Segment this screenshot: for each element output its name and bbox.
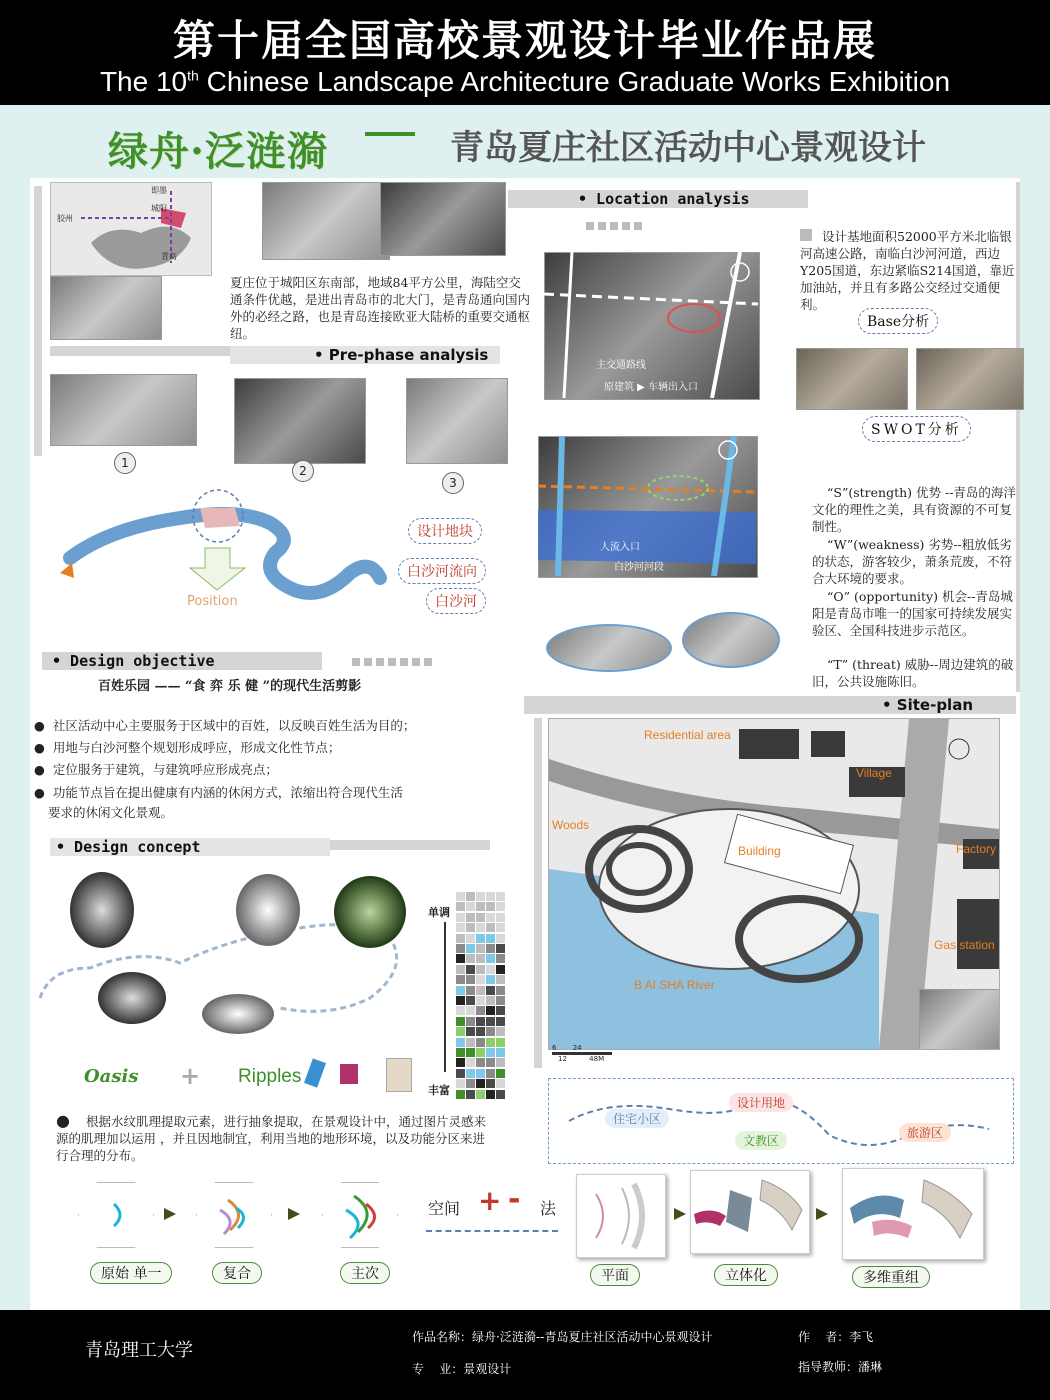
photo-number-1: 1 — [114, 452, 136, 474]
texture-grid-cell — [466, 1027, 475, 1036]
texture-grid-cell — [456, 996, 465, 1005]
texture-grid-cell — [486, 1027, 495, 1036]
swot-s: “S”(strength) 优势 --青岛的海洋文化的理性之美，具有资源的不可复制性。 — [812, 485, 1016, 534]
texture-grid-cell — [456, 1058, 465, 1067]
concept-title: • Design concept — [56, 838, 201, 856]
texture-grid-cell — [466, 934, 475, 943]
texture-grid-cell — [496, 1069, 505, 1078]
texture-grid-cell — [476, 1006, 485, 1015]
objective-bullet-4-cont: 要求的休闲文化景观。 — [48, 805, 174, 820]
location-title: • Location analysis — [578, 190, 750, 208]
location-photo-oval-2 — [682, 612, 780, 668]
ripple-shape-beige — [386, 1058, 412, 1092]
texture-grid-cell — [496, 986, 505, 995]
scale-arrow — [444, 922, 446, 1072]
texture-grid-cell — [496, 1038, 505, 1047]
zone-design-site: 设计用地 — [729, 1093, 793, 1112]
pre-phase-title: • Pre-phase analysis — [314, 346, 489, 364]
footer-major — [412, 1360, 511, 1377]
swot-t: “T” (threat) 威胁--周边建筑的破旧，公共设施陈旧。 — [812, 657, 1014, 689]
evo-label-multi: 多维重组 — [852, 1266, 930, 1288]
texture-grid-cell — [466, 975, 475, 984]
objective-title: • Design objective — [52, 652, 215, 670]
location-photo-oval-1 — [546, 624, 672, 672]
evo-multi-shapes — [842, 1168, 982, 1258]
concept-ripples-diagram — [30, 868, 440, 1048]
texture-grid-cell — [486, 1038, 495, 1047]
location-map-1-overlay — [544, 252, 758, 398]
space-label-b: 法 — [540, 1199, 557, 1218]
texture-grid-cell — [466, 1069, 475, 1078]
scale-48m: 48M — [589, 1055, 605, 1063]
texture-grid-cell — [486, 1048, 495, 1057]
texture-grid-cell — [476, 1017, 485, 1026]
map1-label-road: 主交通路线 — [596, 360, 646, 371]
swot-w: “W”(weakness) 劣势--粗放低劣的状态，游客较少，萧条荒废，不符合大环境的要求。 — [812, 537, 1013, 586]
texture-grid-cell — [456, 1048, 465, 1057]
base-analysis-tag: Base分析 — [858, 308, 938, 334]
texture-grid-cell — [456, 892, 465, 901]
objective-bullet-4: ● 功能节点旨在提出健康有内涵的休闲方式，浓缩出符合现代生活 — [34, 783, 403, 801]
location-map-2-overlay — [538, 436, 756, 576]
texture-grid-cell — [466, 1058, 475, 1067]
objective-bullet-1: ● 社区活动中心主要服务于区域中的百姓，以反映百姓生活为目的； — [34, 716, 415, 734]
texture-grid-cell — [456, 902, 465, 911]
location-dots — [586, 222, 646, 230]
site-label-gas: Gas station — [934, 938, 995, 952]
scale-bar — [552, 1044, 612, 1063]
texture-grid-cell — [476, 1069, 485, 1078]
footer-advisor — [798, 1358, 882, 1375]
texture-grid-cell — [486, 954, 495, 963]
texture-grid-cell — [466, 954, 475, 963]
texture-grid-cell — [476, 1048, 485, 1057]
map-label-jiaozhou: 胶州 — [57, 214, 73, 223]
footer — [0, 1310, 1050, 1400]
beach-photo — [262, 182, 390, 260]
swot-analysis-tag: SWOT分析 — [862, 416, 971, 442]
zone-residential: 住宅小区 — [605, 1109, 669, 1128]
texture-grid-cell — [466, 913, 475, 922]
texture-grid-cell — [476, 954, 485, 963]
oasis-label: Oasis — [84, 1066, 139, 1087]
texture-grid-cell — [496, 996, 505, 1005]
site-label-building: Building — [738, 844, 781, 858]
footer-work-name: 绿舟·泛涟漪--青岛夏庄社区活动中心景观设计 — [472, 1330, 713, 1344]
texture-grid-cell — [466, 996, 475, 1005]
texture-grid-cell — [466, 1017, 475, 1026]
texture-grid-cell — [466, 965, 475, 974]
ripple-shape-magenta — [340, 1064, 358, 1084]
objective-bullet-3: ● 定位服务于建筑，与建筑呼应形成亮点； — [34, 760, 278, 778]
texture-grid-cell — [456, 1006, 465, 1015]
texture-grid-cell — [496, 1027, 505, 1036]
zone-education: 文教区 — [735, 1131, 787, 1150]
space-label-a: 空间 — [428, 1199, 461, 1218]
exhibition-header — [0, 0, 1050, 105]
texture-grid-cell — [476, 902, 485, 911]
texture-grid-cell — [496, 944, 505, 953]
scale-24: 24 — [572, 1044, 582, 1052]
evo-label-plan: 平面 — [590, 1264, 640, 1286]
texture-grid-cell — [456, 934, 465, 943]
location-text-square — [800, 229, 812, 241]
footer-author — [798, 1328, 873, 1345]
texture-grid-cell — [456, 975, 465, 984]
map-label-jimo: 即墨 — [151, 186, 167, 195]
texture-grid-cell — [476, 1038, 485, 1047]
texture-grid-cell — [466, 986, 475, 995]
texture-grid-cell — [476, 892, 485, 901]
location-text — [800, 228, 1022, 313]
concept-text — [56, 1112, 496, 1164]
texture-grid-cell — [476, 1027, 485, 1036]
concept-text-content: 根据水纹肌理提取元素，进行抽象提取，在景观设计中，通过图片灵感来源的肌理加以运用 ，并且因地制宜，利用当地的地形环境，以及功能分区来进行合理的分布。 — [56, 1114, 486, 1163]
texture-grid-cell — [496, 923, 505, 932]
texture-grid-cell — [486, 934, 495, 943]
evo-3d-shapes — [690, 1170, 808, 1252]
evo-arrow-1 — [674, 1208, 686, 1220]
step-label-3: 主次 — [340, 1262, 390, 1284]
base-photo-1 — [796, 348, 908, 410]
texture-grid-cell — [466, 902, 475, 911]
scale-bottom-label: 丰富 — [428, 1084, 450, 1097]
footer-work-label: 作品名称： — [412, 1330, 473, 1344]
position-label: Position — [187, 594, 238, 609]
texture-grid-cell — [496, 902, 505, 911]
objective-bullet-2: ● 用地与白沙河整个规划形成呼应，形成文化性节点； — [34, 738, 340, 756]
texture-grid-cell — [466, 1038, 475, 1047]
texture-grid-cell — [456, 954, 465, 963]
texture-grid-cell — [466, 892, 475, 901]
texture-grid-cell — [486, 1017, 495, 1026]
texture-grid-cell — [476, 996, 485, 1005]
texture-grid-cell — [496, 913, 505, 922]
texture-grid-cell — [496, 965, 505, 974]
texture-grid-cell — [456, 1017, 465, 1026]
texture-grid-cell — [496, 1079, 505, 1088]
step-arrow-2 — [288, 1208, 300, 1220]
map-label-qingdao: 青岛 — [161, 252, 177, 261]
texture-grid-cell — [456, 944, 465, 953]
site-plan-inset — [919, 989, 1000, 1050]
location-text-content: 设计基地面积52000平方米北临银河高速公路，南临白沙河河道，西边Y205国道，东边紧临S214国道，靠近加油站，并且有多路公交经过交通便利。 — [800, 229, 1015, 312]
texture-grid-cell — [486, 902, 495, 911]
texture-grid-cell — [456, 1038, 465, 1047]
objective-dots — [352, 658, 432, 666]
footer-work — [412, 1328, 713, 1345]
texture-grid-cell — [486, 913, 495, 922]
project-title-bar — [30, 112, 1020, 178]
base-photo-2 — [916, 348, 1024, 410]
texture-grid-cell — [486, 1069, 495, 1078]
texture-grid-cell — [456, 913, 465, 922]
evo-label-3d: 立体化 — [714, 1264, 778, 1286]
footer-advisor-value: 潘琳 — [858, 1360, 883, 1374]
texture-grid-cell — [486, 965, 495, 974]
scale-12: 12 — [558, 1055, 567, 1063]
concept-bullet-dot: ● — [56, 1111, 70, 1130]
texture-grid-cell — [456, 986, 465, 995]
texture-grid-cell — [496, 1048, 505, 1057]
evo-plan-arcs — [576, 1174, 664, 1256]
building-photo — [380, 182, 506, 256]
plus-sign: + — [180, 1062, 201, 1090]
footer-author-label: 作 者： — [798, 1330, 850, 1344]
texture-grid-cell — [466, 923, 475, 932]
footer-university: 青岛理工大学 — [85, 1340, 193, 1361]
texture-grid-cell — [456, 923, 465, 932]
swot-o: “O” (opportunity) 机会--青岛城阳是青岛市唯一的国家可持续发展实验区、全国科技进步示范区。 — [812, 589, 1013, 638]
map1-label-entrance: 原建筑 ▶ 车辆出入口 — [604, 382, 699, 393]
tag-design-site: 设计地块 — [408, 518, 482, 544]
texture-grid-cell — [496, 954, 505, 963]
texture-grid-cell — [476, 986, 485, 995]
scale-top-label: 单调 — [428, 906, 450, 919]
footer-author-value: 李飞 — [849, 1330, 874, 1344]
evo-arrow-2 — [816, 1208, 828, 1220]
project-title-green: 绿舟·泛涟漪 — [108, 128, 328, 175]
pre-photo-2 — [234, 378, 366, 464]
site-label-factory: Factory — [956, 842, 997, 856]
texture-grid-cell — [486, 944, 495, 953]
step-arcs — [78, 1182, 408, 1248]
space-minus: - — [508, 1182, 521, 1217]
project-title-gray: 青岛夏庄社区活动中心景观设计 — [450, 128, 926, 168]
footer-advisor-label: 指导教师： — [798, 1360, 859, 1374]
objective-subtitle: 百姓乐园 —— “食 弈 乐 健 ”的现代生活剪影 — [98, 679, 362, 694]
texture-grid-cell — [486, 975, 495, 984]
photo-number-3: 3 — [442, 472, 464, 494]
texture-grid-cell — [486, 923, 495, 932]
map2-label-entrance: 人流入口 — [600, 542, 640, 553]
step-label-1: 原始 单一 — [90, 1262, 172, 1284]
texture-grid-cell — [486, 1090, 495, 1099]
texture-grid-cell — [496, 892, 505, 901]
pre-photo-3 — [406, 378, 508, 464]
texture-grid-cell — [456, 1079, 465, 1088]
map-label-chengyang: 城阳 — [151, 204, 167, 213]
tag-baisha-river: 白沙河 — [426, 588, 486, 614]
texture-grid-cell — [456, 1069, 465, 1078]
site-label-residential: Residential area — [644, 728, 731, 742]
texture-grid-cell — [476, 965, 485, 974]
siteplan-left-bar — [534, 718, 542, 1068]
pre-photo-1 — [50, 374, 197, 446]
photo-number-2: 2 — [292, 460, 314, 482]
texture-grid-cell — [486, 996, 495, 1005]
texture-grid-cell — [496, 934, 505, 943]
texture-grid-cell — [496, 1058, 505, 1067]
map2-label-river: 白沙河河段 — [614, 562, 664, 573]
ripple-shape-blue — [304, 1058, 326, 1087]
zone-diagram — [548, 1078, 1014, 1164]
texture-grid-cell — [476, 975, 485, 984]
ripples-label: Ripples — [238, 1066, 302, 1087]
aerial-photo — [50, 276, 162, 340]
footer-major-value: 景观设计 — [463, 1362, 512, 1376]
site-label-woods: Woods — [552, 818, 590, 832]
texture-grid-cell — [486, 1079, 495, 1088]
region-map-svg — [51, 183, 211, 275]
texture-grid-cell — [476, 934, 485, 943]
texture-grid-cell — [466, 944, 475, 953]
step-label-2: 复合 — [212, 1262, 262, 1284]
left-vertical-bar — [34, 186, 42, 456]
texture-grid-cell — [466, 1048, 475, 1057]
texture-grid-cell — [456, 1027, 465, 1036]
texture-grid-cell — [466, 1006, 475, 1015]
site-plan-map — [548, 718, 1000, 1050]
site-label-village: Village — [856, 766, 892, 780]
texture-grid-cell — [496, 975, 505, 984]
texture-grid-cell — [476, 1090, 485, 1099]
texture-grid-cell — [486, 892, 495, 901]
tag-river-flow: 白沙河流向 — [398, 558, 486, 584]
texture-grid-cell — [486, 986, 495, 995]
exhibition-title-en: The 10th Chinese Landscape Architecture Graduate Works Exhibition — [99, 66, 951, 97]
space-double-arrow — [426, 1230, 558, 1232]
texture-grid-cell — [486, 1006, 495, 1015]
texture-grid-cell — [476, 923, 485, 932]
texture-grid-cell — [466, 1090, 475, 1099]
texture-grid-cell — [496, 1090, 505, 1099]
texture-grid-cell — [466, 1079, 475, 1088]
texture-grid-cell — [476, 913, 485, 922]
texture-grid-cell — [476, 1058, 485, 1067]
step-arrow-1 — [164, 1208, 176, 1220]
texture-grid-cell — [476, 1079, 485, 1088]
poster-panel — [30, 178, 1020, 1310]
texture-grid-cell — [496, 1006, 505, 1015]
scale-6: 6 — [552, 1044, 557, 1052]
title-dash — [365, 132, 415, 136]
siteplan-title: • Site-plan — [882, 696, 974, 714]
texture-grid-cell — [456, 1090, 465, 1099]
texture-grid-cell — [486, 1058, 495, 1067]
texture-grid-cell — [476, 944, 485, 953]
footer-major-label: 专 业： — [412, 1362, 464, 1376]
intro-text: 夏庄位于城阳区东南部，地域84平方公里，海陆空交通条件优越，是进出青岛市的北大门，是青岛通向国内外的必经之路，也是青岛连接欧亚大陆桥的重要交通枢纽。 — [230, 275, 531, 341]
exhibition-title-cn: 第十届全国高校景观设计毕业作品展 — [172, 16, 877, 65]
texture-grid-cell — [496, 1017, 505, 1026]
region-map — [50, 182, 212, 276]
site-label-river: B AI SHA River — [634, 978, 715, 992]
texture-grid-cell — [456, 965, 465, 974]
space-plus: + — [478, 1184, 502, 1217]
zone-tourism: 旅游区 — [899, 1123, 951, 1142]
texture-scale-grid — [456, 892, 504, 1100]
